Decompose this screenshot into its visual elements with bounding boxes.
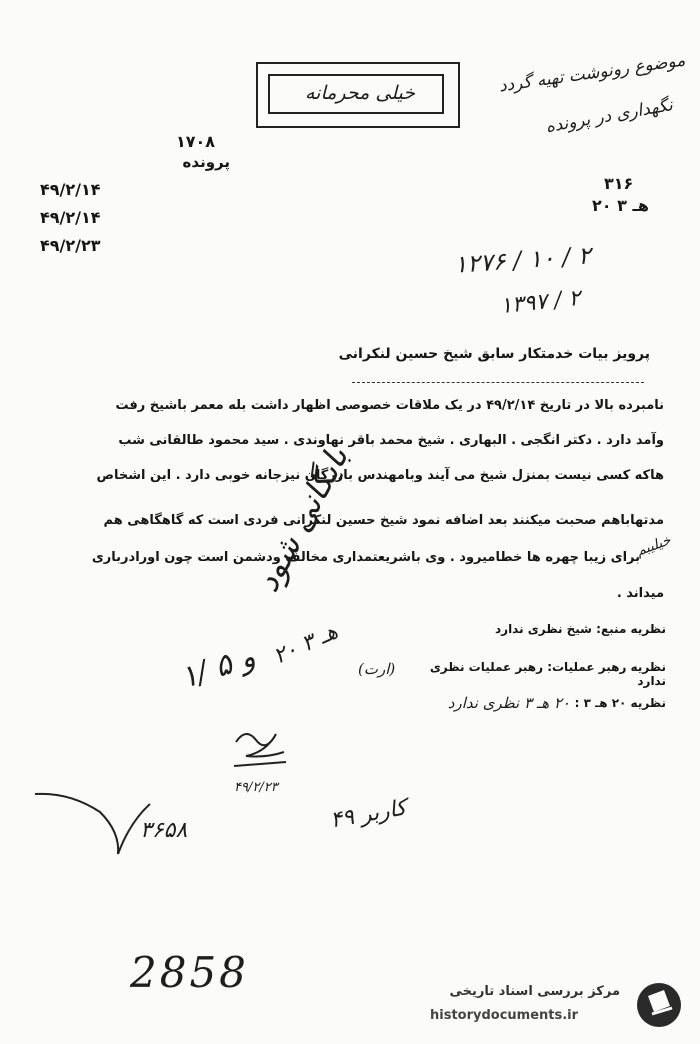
watermark-title: مرکز بررسی اسناد تاریخی — [449, 984, 620, 999]
body-line-5: برای زیبا چهره ها خطامیرود . وی باشریعتمداری مخالف ودشمن است چون اورادرباری — [91, 550, 640, 565]
body-line-2: وآمد دارد . دکتر انگجی . البهاری . شیخ محمد باقر نهاوندی . سید محمود طالقانی شب — [118, 433, 664, 448]
watermark-url: historydocuments.ir — [430, 1008, 579, 1023]
diagonal-archive-note: بایگانی شود — [248, 440, 356, 598]
mid-handwritten-number-2: ۱۳۹۷ / ۲ — [498, 285, 582, 320]
doc-number: ۱۷۰۸ — [176, 132, 216, 151]
classification-stamp — [256, 62, 460, 128]
body-line-4: مدتهاباهم صحبت میکنند بعد اضافه نمود شیخ حسین لنکرانی فردی است که گاهگاهی هم — [103, 513, 664, 528]
bottom-mid-note: کاربر ۴۹ — [328, 795, 409, 834]
top-right-note-1: موضوع رونوشت تهیه گردد — [497, 50, 687, 97]
opinion-operations: نظریه رهبر عملیات: رهبر عملیات نظری ندارد — [429, 660, 666, 688]
subject-underline — [352, 382, 644, 383]
opinion-section-hand: ۲۰ هـ ۳ نظری ندارد — [447, 694, 570, 712]
body-line-3: هاکه کسی نیست بمنزل شیخ می آیند وبامهندس بازرگان نیزجانه خوبی دارد . این اشخاص — [96, 468, 664, 483]
diagonal-number: ۱/ ۵ و — [176, 639, 260, 696]
watermark — [420, 978, 690, 1034]
header-date-2: ۴۹/۲/۱۴ — [40, 208, 101, 227]
opinion-source: نظریه منبع: شیخ نظری ندارد — [495, 622, 666, 636]
opinion-operations-hand: (ارت) — [358, 660, 396, 678]
header-date-1: ۴۹/۲/۱۴ — [40, 180, 101, 199]
top-right-note-2: نگهداری در پرونده — [544, 95, 675, 138]
header-date-3: ۴۹/۲/۲۳ — [40, 236, 101, 255]
bottom-archive-number: 2858 — [130, 948, 249, 997]
margin-note: خیلیبم — [634, 532, 673, 560]
archive-logo-icon — [634, 980, 684, 1030]
diagonal-code: ۲۰ هـ ۳ — [269, 619, 342, 670]
mid-handwritten-number: ۱۲۷۶ / ۱۰ / ۲ — [453, 241, 592, 279]
signature-date: ۴۹/۲/۲۳ — [234, 780, 278, 795]
bottom-left-number: ۳۶۵۸ — [140, 818, 188, 843]
header-code-1: ۳۱۶ — [604, 174, 634, 193]
opinion-section: نظریه ۲۰ هـ ۳ : — [574, 696, 666, 710]
body-line-6: میداند . — [616, 586, 664, 601]
header-code-2: ۲۰ هـ ۳ — [592, 196, 650, 215]
doc-label: پرونده — [182, 153, 230, 171]
subject-line: پرویز بیات خدمتکار سابق شیخ حسین لنکرانی — [338, 346, 650, 362]
classification-stamp-text: خیلی محرمانه — [304, 82, 415, 104]
body-line-1: نامبرده بالا در تاریخ ۴۹/۲/۱۴ در یک ملاقات خصوصی اظهار داشت بله معمر باشیخ رفت — [115, 398, 664, 413]
